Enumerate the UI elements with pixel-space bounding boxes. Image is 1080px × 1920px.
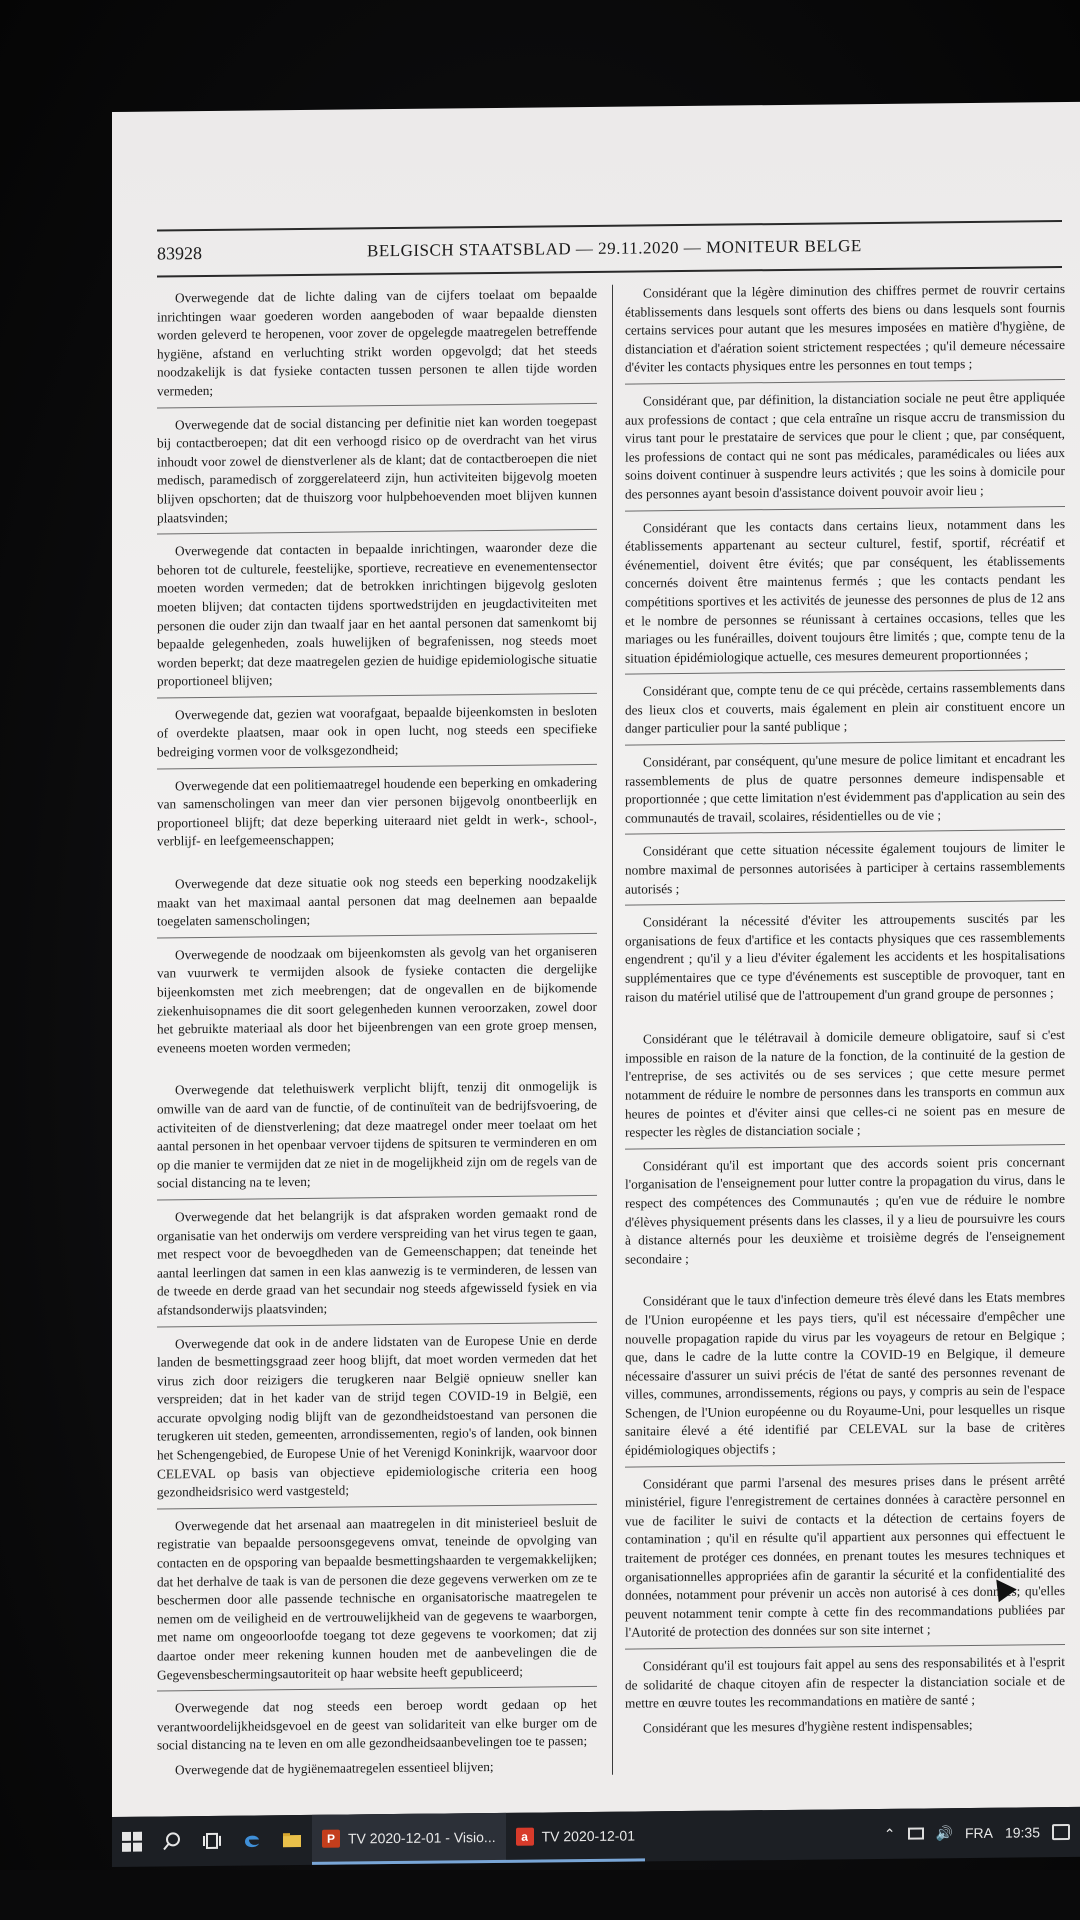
volume-icon[interactable]: 🔊 xyxy=(935,1824,953,1841)
paragraph-separator xyxy=(157,529,597,535)
paragraph-separator xyxy=(157,933,597,939)
language-indicator[interactable]: FRA xyxy=(964,1824,993,1842)
paragraph-fr: Considérant, par conséquent, qu'une mesure de police limitant et encadrant les rassemblements de plus de quatre personnes demeure indispensable et proportionnée ; que cette limitation n'est évidemment pas d'application au sein des communautés de travail, scolaires, résidentielles ou de vie ; xyxy=(625,750,1065,826)
edge-icon[interactable] xyxy=(232,1815,272,1865)
paragraph-nl: Overwegende dat, gezien wat voorafgaat, bepaalde bijeenkomsten in besloten of overdekte plaatsen, maar ook in open lucht, nog steeds een specifieke bedreiging vormen voor de volksgezondheid; xyxy=(157,702,597,760)
notification-icon[interactable] xyxy=(1052,1824,1070,1840)
windows-start-icon[interactable] xyxy=(112,1817,152,1867)
paragraph-fr: Considérant qu'il est toujours fait appel au sens des responsabilités et à l'esprit de solidarité de chaque citoyen afin de respecter la distanciation sociale et de mettre en œuvre toutes les recommandations en matière de santé ; xyxy=(625,1654,1065,1711)
paragraph-separator xyxy=(625,740,1065,746)
paragraph-fr: Considérant que, par définition, la distanciation sociale ne peut être appliquée aux professions de contact ; que cela entraîne un risque accru de transmission du virus tant pour le prestataire de services que pour le client ; que, par conséquent, les professions de contact qui ne sont pas médicales, paramédicales ou liées aux soins doivent continuer à suspendre leurs activités ; que les soins à domicile pour des personnes ayant besoin d'assistance doivent pouvoir avoir lieu ; xyxy=(625,388,1065,502)
paragraph-fr: Considérant que les contacts dans certains lieux, notamment dans les établissements appartenant au secteur culturel, festif, sportif, récréatif et événementiel, doivent être évités; que par conséquent, les établissements concernés doivent être maintenus fermés ; que les contacts pendant les compétitions sportives et les activités de jeunesse des personnes de plus de 12 ans et le nombre de personnes se réunissant à certaines occasions, telles que les mariages ou les funérailles, doivent toujours être limités ; que, compte tenu de la situation épidémiologique actuelle, ces mesures demeurent proportionnées ; xyxy=(625,515,1065,666)
paragraph-fr: Considérant que parmi l'arsenal des mesures prises dans le présent arrêté ministériel, figure l'enregistrement de certaines données à caractère personnel en vue de faciliter le suivi de contacts et la détection de certains foyers de contamination ; qu'il en résulte qu'il appartient aux personnes qui effectuent le traitement de protéger ces données, en prenant toutes les mesures techniques et organisationnelles appropriées afin de garantir la sécurité et la confidentialité des données, notamment pour prévenir un accès non autorisé à ces données; qu'elles peuvent notamment tenir compte à cette fin des recommandations publiées par l'Autorité de protection des données sur son site internet ; xyxy=(625,1471,1065,1641)
paragraph-nl: Overwegende dat een politiemaatregel houdende een beperking en omkadering van samenscholingen van meer dan vier personen bijgevolg onontbeerlijk en proportioneel blijft; dat deze beperking uiteraard niet geldt in werk-, school-, verblijf- en leefgemeenschappen; xyxy=(157,773,597,849)
network-icon[interactable] xyxy=(908,1828,924,1840)
french-column xyxy=(625,280,1065,1744)
taskbar-app-pdf[interactable] xyxy=(506,1811,645,1862)
dutch-column xyxy=(157,285,597,1786)
powerpoint-icon: P xyxy=(322,1829,340,1847)
paragraph-separator xyxy=(157,764,597,770)
page-number: 83928 xyxy=(157,243,202,264)
paragraph-nl: Overwegende dat contacten in bepaalde inrichtingen, waaronder deze die behoren tot de culturele, feestelijke, sportieve, recreatieve en evenementensector moeten worden vermeden; dat de betrokken inrichtingen bijgevolg gesloten moeten blijven; dat contacten tijdens sportwedstrijden en jeugdactiviteiten met personen die ouder zijn dan twaalf jaar en het aantal personen dat samenkomt bij bepaalde gelegenheden, zoals huwelijken of begrafenissen, nog steeds moet worden beperkt; dat deze maatregelen gezien de huidige epidemiologische situatie proportioneel blijven; xyxy=(157,539,597,689)
gazette-page xyxy=(157,220,1065,1778)
clock[interactable]: 19:35 xyxy=(1004,1824,1040,1841)
taskbar-app-visio[interactable] xyxy=(312,1813,506,1865)
paragraph-nl: Overwegende dat de lichte daling van de cijfers toelaat om bepaalde inrichtingen waar goederen worden aangeboden of waar bepaalde diensten worden geleverd te heropenen, voor zover de opgelegde maatregelen betreffende hygiëne, afstand en verluchting strikt worden opgevolgd; dat het steeds noodzakelijk is dat fysieke contacten tussen personen te allen tijde worden vermeden; xyxy=(157,285,597,399)
monitor-bezel xyxy=(0,1870,1080,1920)
page-title: BELGISCH STAATSBLAD — 29.11.2020 — MONITEUR BELGE xyxy=(367,236,862,261)
paragraph-nl: Overwegende dat telethuiswerk verplicht blijft, tenzij dit onmogelijk is omwille van de aard van de functie, of de continuïteit van de bedrijfsvoering, de activiteiten of de dienstverlening; dat deze maatregel onder meer toelaat om het aantal personen in het openbaar vervoer tijdens de spitsuren te verminderen en om op die manier te vermijden dat ze niet in de mogelijkheid zijn om de regels van de social distancing na te leven; xyxy=(157,1078,597,1191)
file-explorer-icon[interactable] xyxy=(272,1815,312,1865)
gazette-header xyxy=(157,230,1062,271)
paragraph-separator xyxy=(157,693,597,699)
paragraph-fr: Considérant que cette situation nécessite également toujours de limiter le nombre maximal de personnes autorisées à participer à certains rassemblements autorisés ; xyxy=(625,839,1065,897)
paragraph-nl: Overwegende de noodzaak om bijeenkomsten als gevolg van het organiseren van vuurwerk te vermijden alsook de fysieke contacten die dergelijke bijeenkomsten met zich meebrengen; dat de ongevallen en de bijkomende ziekenhuisopnames die dit soort gelegenheden kunnen veroorzaken, zowel door het gebruikte materiaal als door het bijeenbrengen van een grote groep mensen, eveneens moeten worden vermeden; xyxy=(157,942,597,1056)
windows-taskbar xyxy=(112,1807,1080,1867)
taskbar-app-label: TV 2020-12-01 xyxy=(541,1827,636,1845)
header-rule-top xyxy=(157,220,1062,231)
paragraph-separator xyxy=(157,402,597,408)
paragraph-separator xyxy=(625,900,1065,906)
system-tray xyxy=(884,1823,1080,1842)
pdf-reader-icon: a xyxy=(516,1827,534,1845)
paragraph-separator xyxy=(625,1144,1065,1150)
paragraph-nl: Overwegende dat de social distancing per definitie niet kan worden toegepast bij contactberoepen; dat dit een verhoogd risico op de overdracht van het virus inhoudt voor zowel de dienstverlener als de klant; dat de contactberoepen die niet medisch, paramedisch of zorggerelateerd zijn, hun activiteiten bijgevolg moeten blijven opschorten; dat de thuiszorg voor hulpbehoevenden moet blijven kunnen plaatsvinden; xyxy=(157,412,597,526)
paragraph-nl: Overwegende dat ook in de andere lidstaten van de Europese Unie en derde landen de besmettingsgraad zeer hoog blijft, dat moet worden vermeden dat het virus zich door reizigers die terugkeren naar België opnieuw sneller kan verspreiden; dat in het kader van de strijd tegen COVID-19 in België, een accurate opvolging nodig blijft van de gezondheidstoestand van personen die terugkeren uit steden, gemeenten, arrondissementen, regio's of landen, ook binnen het Schengengebied, de Europese Unie of het Verenigd Koninkrijk, waarvoor door CELEVAL op basis van objectieve epidemiologische criteria een hoog gezondheidsrisico werd vastgesteld; xyxy=(157,1331,597,1500)
taskbar-app-label: TV 2020-12-01 - Visio... xyxy=(348,1828,496,1847)
paragraph-nl: Overwegende dat het belangrijk is dat afspraken worden gemaakt rond de organisatie van het onderwijs om verdere verspreiding van het virus tegen te gaan, met respect voor de bevoegdheden van de Gemeenschappen; dat teneinde het aantal leerlingen dat samen in een klas aanwezig is te verminderen, de lessen van de tweede en derde graad van het secundair nog steeds afgewisseld fysiek en via afstandsonderwijs plaatsvinden; xyxy=(157,1204,597,1318)
paragraph-separator xyxy=(157,1321,597,1327)
paragraph-separator xyxy=(625,1462,1065,1468)
paragraph-separator xyxy=(157,1195,597,1201)
paragraph-fr: Considérant que la légère diminution des chiffres permet de rouvrir certains établissements dans lesquels sont offerts des biens ou dans lesquels sont fournis certains services pour autant que les mesures imposées en matière d'hygiène, de distanciation et d'aération soient strictement respectées ; qu'il demeure nécessaire d'éviter les contacts physiques entre les personnes en tout temps ; xyxy=(625,281,1065,376)
column-divider xyxy=(612,285,613,1775)
paragraph-fr: Considérant que les mesures d'hygiène restent indispensables; xyxy=(643,1716,973,1736)
paragraph-nl: Overwegende dat het arsenaal aan maatregelen in dit ministerieel besluit de registratie van bepaalde persoonsgegevens omvat, teneinde de opvolging van contacten en de opsporing van bepaalde besmettingshaarden te vergemakkelijken; dat het derhalve de taak is van de personen die deze gegevens verwerken om ze te beschermen door alle passende technische en organisatorische maatregelen te nemen om de veiligheid en de vertrouwelijkheid van de gegevens te waarborgen, met name om ongeoorloofde toegang tot deze gegevens te voorkomen; dat zij daartoe onder meer rekening kunnen houden met de aanbevelingen die de Gegevensbeschermingsautoriteit op haar website heeft gepubliceerd; xyxy=(157,1513,597,1683)
paragraph-separator xyxy=(625,506,1065,512)
paragraph-separator xyxy=(625,829,1065,835)
paragraph-fr: Considérant que le taux d'infection demeure très élevé dans les Etats membres de l'Union européenne et les pays tiers, qu'il est nécessaire d'empêcher une nouvelle propagation rapide du virus par les voyageurs de retour en Belgique ; que, dans le cadre de la lutte contre la COVID-19 en Belgique, il demeure nécessaire d'assurer un suivi précis de l'état de santé des personnes revenant de villes, communes, arrondissements, régions ou pays, y compris au sein de l'espace Schengen, de l'Union européenne ou du Royaume-Uni, pour lesquelles un risque sanitaire élevé a été identifié par CELEVAL sur la base de critères épidémiologiques objectifs ; xyxy=(625,1289,1065,1458)
paragraph-fr: Considérant que, compte tenu de ce qui précède, certains rassemblements dans des lieux clos et couverts, mais également en plein air constituent encore un danger particulier pour la santé publique ; xyxy=(625,679,1065,737)
paragraph-separator xyxy=(625,669,1065,675)
chevron-up-icon[interactable]: ⌃ xyxy=(883,1825,896,1842)
paragraph-fr: Considérant la nécessité d'éviter les attroupements suscités par les organisations de feux d'artifice et les contacts physiques que ces rassemblements engendrent ; qu'il y a lieu d'éviter également les accidents et les hospitalisations supplémentaires que ce type d'événements est susceptible de provoquer, tant en raison du matériel utilisé que de l'attroupement d'un grand groupe de personnes ; xyxy=(625,910,1065,1005)
paragraph-separator xyxy=(625,379,1065,385)
paragraph-fr: Considérant qu'il est important que des accords soient pris concernant l'organisation de l'enseignement pour lutter contre la propagation du virus, dans le respect des compétences des Communautés ; qu'en vue de réduire le nombre d'élèves physiquement présents dans les classes, il y a lieu de poursuivre les cours à distance alternés pour les deuxième et troisième degrés de l'enseignement secondaire ; xyxy=(625,1153,1065,1267)
paragraph-nl: Overwegende dat de hygiënemaatregelen essentieel blijven; xyxy=(175,1758,494,1778)
document-viewer[interactable] xyxy=(112,102,1080,1817)
search-icon[interactable] xyxy=(152,1816,192,1866)
paragraph-nl: Overwegende dat deze situatie ook nog steeds een beperking noodzakelijk maakt van het maximaal aantal personen dat mag deelnemen aan bepaalde toegelaten samenscholingen; xyxy=(157,871,597,929)
paragraph-fr: Considérant que le télétravail à domicile demeure obligatoire, sauf si c'est impossible en raison de la nature de la fonction, de la continuité de la gestion de l'entreprise, de ses activités ou de ses services ; que cette mesure permet notamment de réduire le nombre de personnes dans les transports en commun aux heures de pointes et d'éviter ainsi que celles-ci ne soient pas en mesure de respecter les règles de distanciation sociale ; xyxy=(625,1027,1065,1140)
paragraph-nl: Overwegende dat nog steeds een beroep wordt gedaan op het verantwoordelijkheidsgevoel en de geest van solidariteit van elke burger om de social distancing na te leven en om alle gezondheidsaanbevelingen toe te passen; xyxy=(157,1696,597,1753)
paragraph-separator xyxy=(157,1504,597,1510)
paragraph-separator xyxy=(157,1686,597,1692)
task-view-icon[interactable] xyxy=(192,1816,232,1866)
paragraph-separator xyxy=(625,1644,1065,1650)
